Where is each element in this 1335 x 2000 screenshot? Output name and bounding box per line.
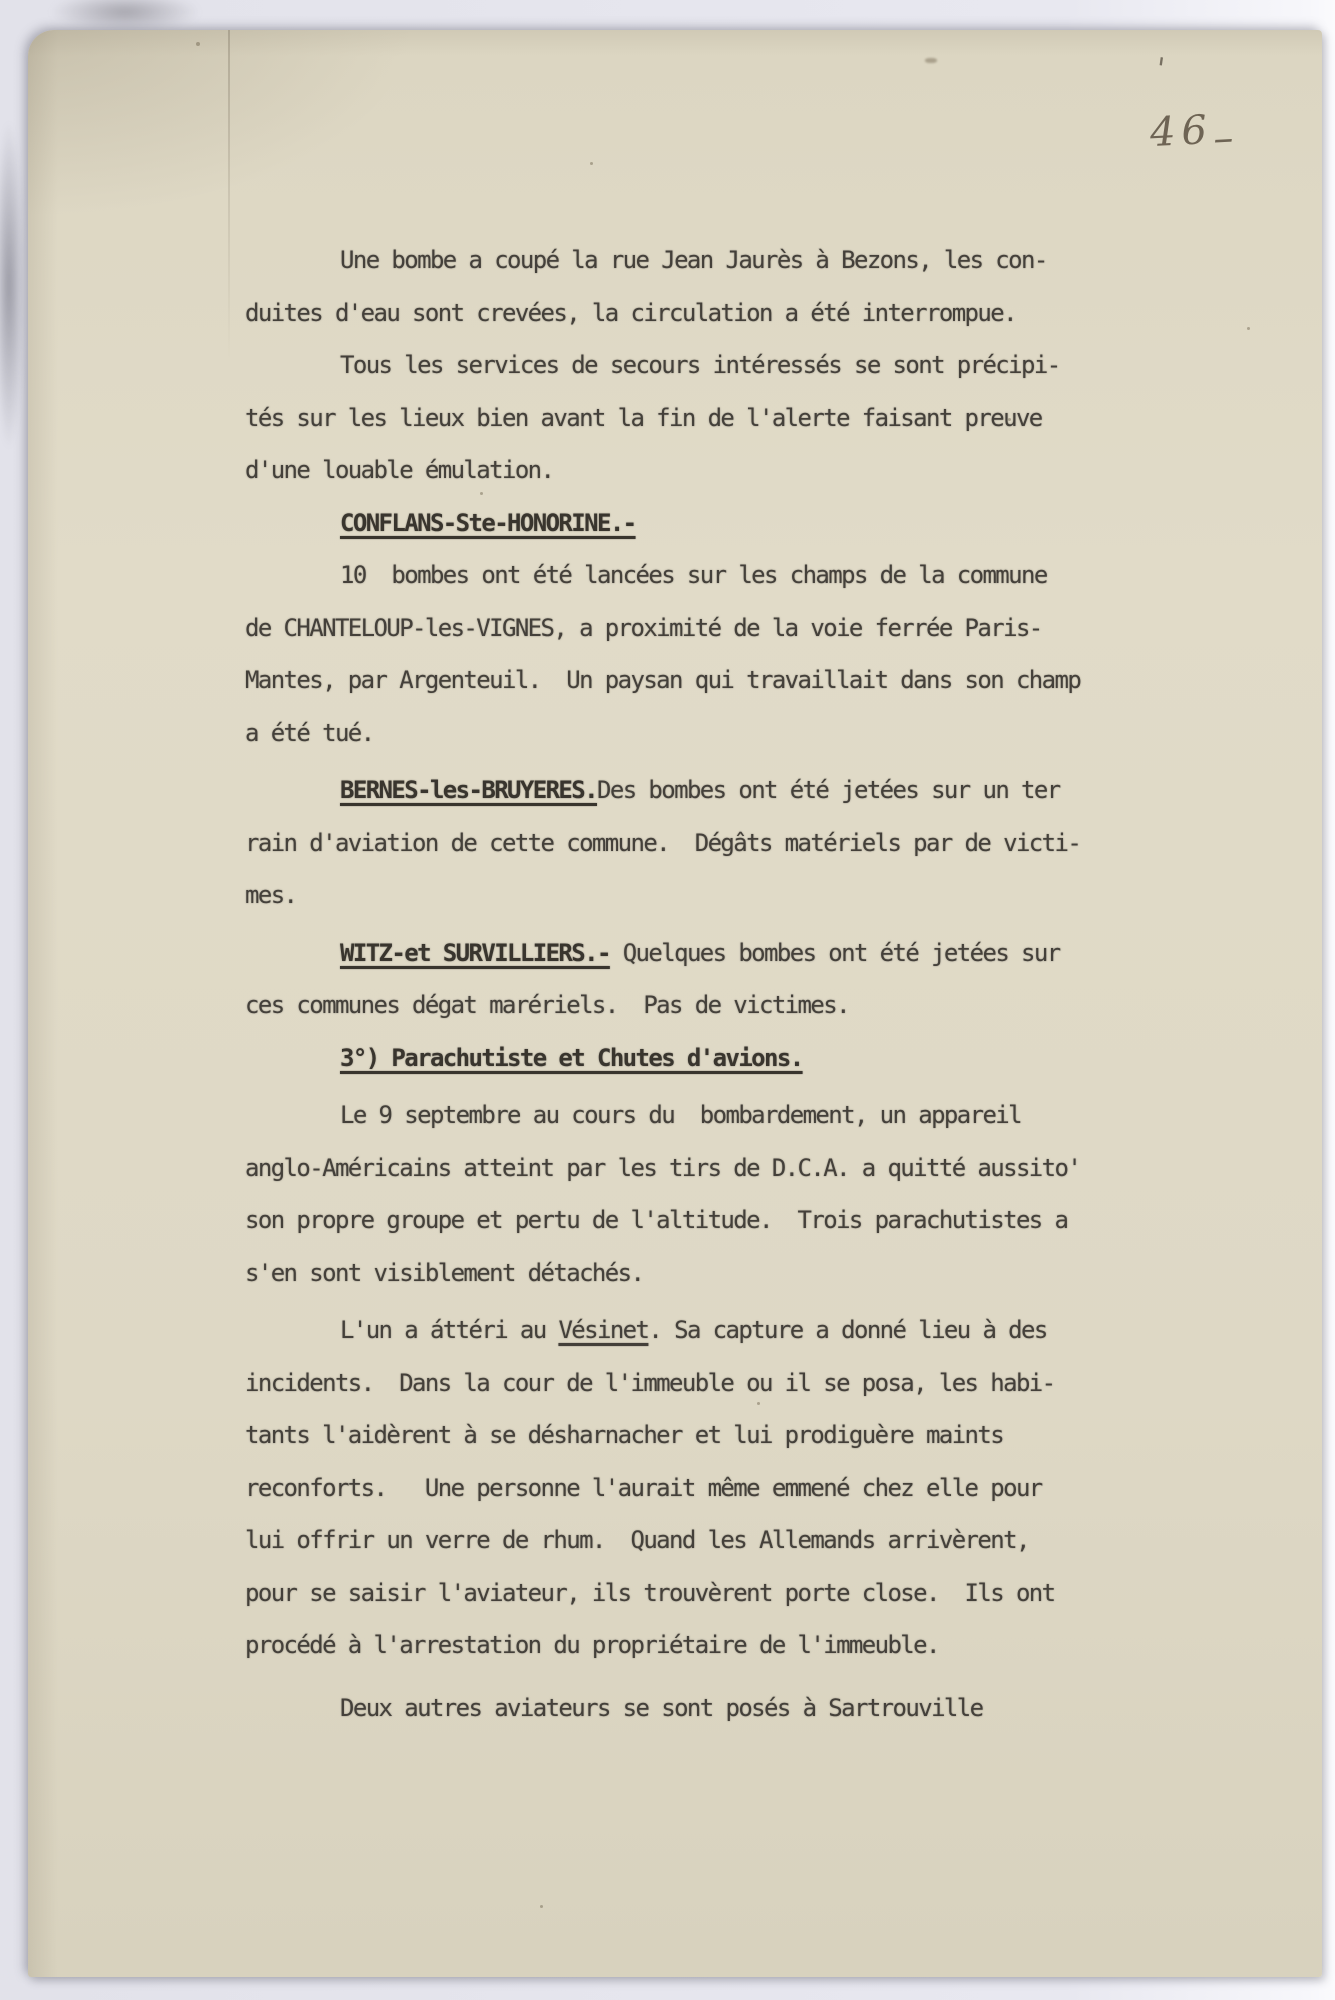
document-page: [28, 30, 1322, 1977]
text-line: duites d'eau sont crevées, la circulation a été interrompue.: [245, 298, 1016, 327]
section-heading: [245, 1032, 1125, 1085]
text-line: procédé à l'arrestation du propriétaire de l'immeuble.: [245, 1631, 939, 1659]
heading-underlined: BERNES-les-BRUYERES.: [340, 776, 597, 804]
scan-shadow-top-left: [50, 0, 200, 32]
scan-edge-smudge: [0, 120, 24, 450]
line-continuation: Quelques bombes ont été jetées sur: [609, 938, 1060, 967]
section-heading: [245, 497, 1125, 550]
page-number-dash: –: [1212, 114, 1235, 162]
paper-speck: [540, 1905, 543, 1908]
paper-speck: [590, 162, 593, 165]
text-line: rain d'aviation de cette commune. Dégâts matériels par de victi-: [245, 828, 1081, 857]
place-name-underlined: Vésinet: [558, 1316, 649, 1344]
text-line: Une bombe a coupé la rue Jean Jaurès à Bezons, les con-: [340, 246, 1047, 274]
page-number-text: 46: [1148, 106, 1215, 157]
handwritten-page-number: [1148, 106, 1235, 162]
text-line: d'une louable émulation.: [245, 456, 554, 484]
paper-crease: [228, 30, 230, 360]
text-line: [245, 1304, 1125, 1357]
typewritten-text: [245, 234, 1125, 1734]
text-line: anglo-Américains atteint par les tirs de D.C.A. a quitté aussito': [245, 1153, 1081, 1182]
line-continuation: . Sa capture a donné lieu à des: [648, 1316, 1047, 1344]
paper-speck: [1247, 327, 1250, 330]
section-heading-line: [245, 764, 1125, 817]
section-heading-line: [245, 927, 1125, 980]
text-line: lui offrir un verre de rhum. Quand les Allemands arrivèrent,: [245, 1526, 1029, 1554]
paper-speck: [196, 42, 200, 46]
text-line: Mantes, par Argenteuil. Un paysan qui travaillait dans son champ: [245, 666, 1081, 694]
line-continuation: Des bombes ont été jetées sur un ter: [597, 776, 1060, 804]
text-line: ces communes dégat marériels. Pas de victimes.: [245, 991, 849, 1019]
text-line: incidents. Dans la cour de l'immeuble ou il se posa, les habi-: [245, 1368, 1055, 1397]
heading-underlined: 3°) Parachutiste et Chutes d'avions.: [340, 1043, 803, 1072]
stray-pen-mark: ': [1153, 51, 1167, 88]
text-line: reconforts. Une personne l'aurait même emmené chez elle pour: [245, 1473, 1042, 1502]
text-line: Deux autres aviateurs se sont posés à Sartrouville: [340, 1693, 983, 1722]
text-line: Le 9 septembre au cours du bombardement, un appareil: [340, 1101, 1022, 1129]
heading-underlined: WITZ-et SURVILLIERS.-: [340, 938, 610, 967]
line-start: L'un a áttéri au: [340, 1316, 559, 1344]
text-line: Tous les services de secours intéressés se sont précipi-: [340, 351, 1060, 379]
text-line: son propre groupe et pertu de l'altitude. Trois parachutistes a: [245, 1206, 1068, 1234]
paper-speck: [925, 58, 937, 63]
text-line: de CHANTELOUP-les-VIGNES, a proximité de la voie ferrée Paris-: [245, 613, 1042, 642]
text-line: a été tué.: [245, 718, 374, 747]
text-line: pour se saisir l'aviateur, ils trouvèrent porte close. Ils ont: [245, 1578, 1055, 1607]
text-line: tants l'aidèrent à se désharnacher et lui prodiguère maints: [245, 1421, 1004, 1449]
heading-underlined: CONFLANS-Ste-HONORINE.-: [340, 508, 636, 537]
text-line: mes.: [245, 881, 297, 909]
text-line: tés sur les lieux bien avant la fin de l'alerte faisant preuve: [245, 403, 1042, 432]
text-line: 10 bombes ont été lancées sur les champs de la commune: [340, 561, 1047, 589]
text-line: s'en sont visiblement détachés.: [245, 1258, 644, 1287]
